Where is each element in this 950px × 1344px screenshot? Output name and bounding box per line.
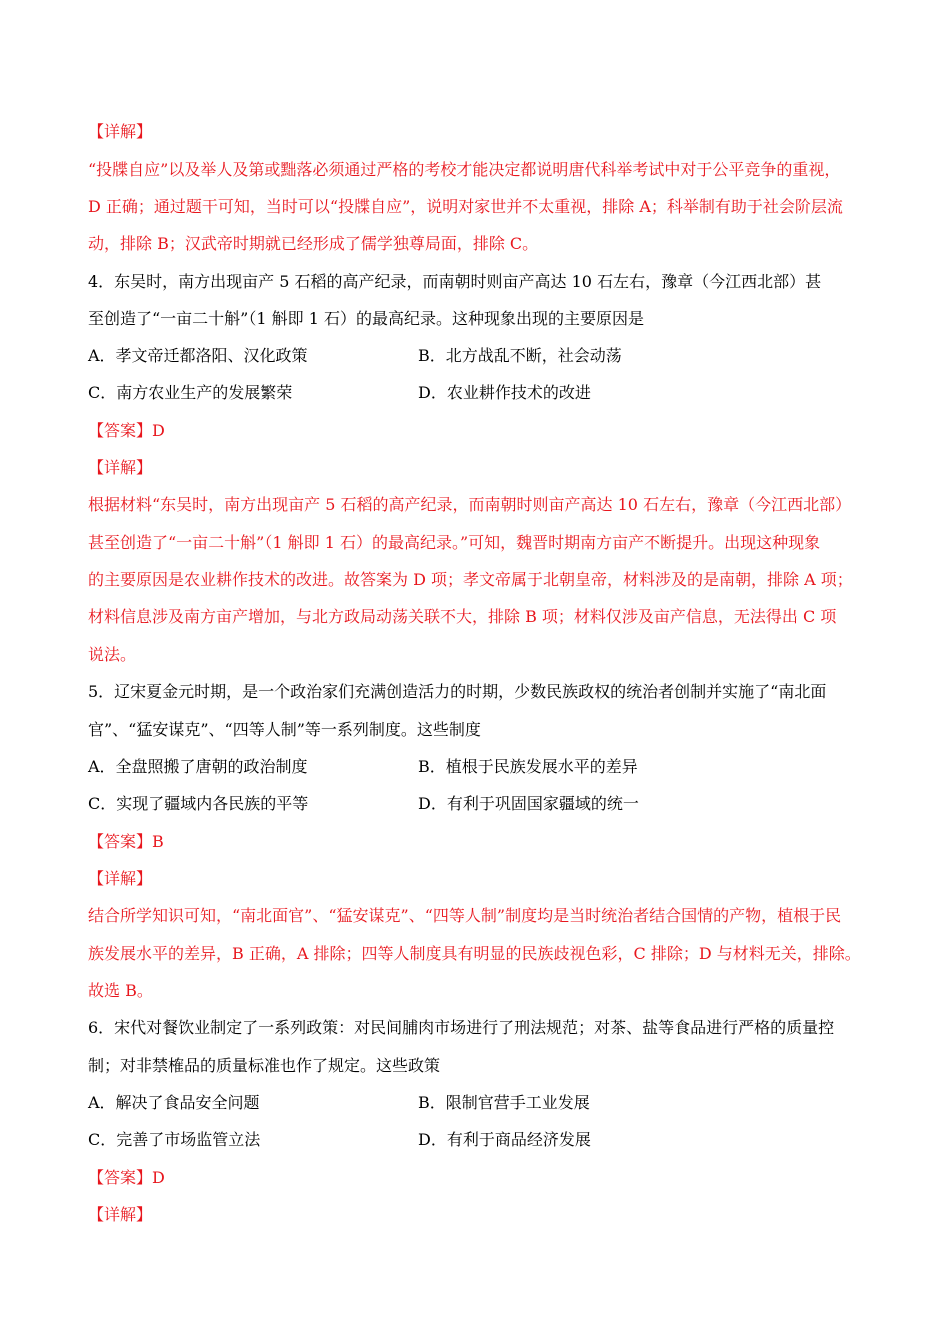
q6-detail-label: 【详解】 <box>88 1205 153 1224</box>
q4-option-a: A．孝文帝迁都洛阳、汉化政策 <box>88 346 308 365</box>
q5-stem-line-1: 5．辽宋夏金元时期，是一个政治家们充满创造活力的时期，少数民族政权的统治者创制并实施了“南北面 <box>88 682 827 701</box>
q3-explanation-line-1: “投牒自应”以及举人及第或黜落必须通过严格的考校才能决定都说明唐代科举考试中对于公平竞争的重视， <box>88 160 841 179</box>
q4-explanation-line-1: 根据材料“东吴时，南方出现亩产 5 石稻的高产纪录，而南朝时则亩产高达 10 石左右，豫章（今江西北部） <box>88 495 852 514</box>
q4-explanation-line-4: 材料信息涉及南方亩产增加，与北方政局动荡关联不大，排除 B 项；材料仅涉及亩产信息，无法得出 C 项 <box>88 607 837 626</box>
q6-option-b: B．限制官营手工业发展 <box>418 1093 590 1112</box>
q5-answer <box>88 832 164 852</box>
q6-option-a: A．解决了食品安全问题 <box>88 1093 260 1112</box>
q4-answer-label: 【答案】 <box>88 421 153 440</box>
q5-option-c: C．实现了疆域内各民族的平等 <box>88 794 309 813</box>
q5-explanation-line-1: 结合所学知识可知，“南北面官”、“猛安谋克”、“四等人制”制度均是当时统治者结合国情的产物，植根于民 <box>88 906 842 925</box>
q5-stem-line-2: 官”、“猛安谋克”、“四等人制”等一系列制度。这些制度 <box>88 720 481 739</box>
q5-answer-value: B <box>152 832 164 851</box>
q3-explanation-line-3: 动，排除 B；汉武帝时期就已经形成了儒学独尊局面，排除 C。 <box>88 234 539 253</box>
q6-answer-value: D <box>152 1168 165 1187</box>
q4-option-b: B．北方战乱不断，社会动荡 <box>418 346 622 365</box>
q4-explanation-line-5: 说法。 <box>88 645 137 664</box>
q6-option-d: D．有利于商品经济发展 <box>418 1130 591 1149</box>
q4-answer <box>88 421 165 441</box>
q5-explanation-line-2: 族发展水平的差异，B 正确，A 排除；四等人制度具有明显的民族歧视色彩，C 排除；D 与材料无关，排除。 <box>88 944 861 963</box>
q4-explanation-line-2: 甚至创造了“一亩二十斛”（1 斛即 1 石）的最高纪录。”可知，魏晋时期南方亩产不断提升。出现这种现象 <box>88 533 821 552</box>
q4-stem-line-1: 4．东吴时，南方出现亩产 5 石稻的高产纪录，而南朝时则亩产高达 10 石左右，豫章（今江西北部）甚 <box>88 272 822 291</box>
q3-explanation-line-2: D 正确；通过题干可知，当时可以“投牒自应”，说明对家世并不太重视，排除 A；科举制有助于社会阶层流 <box>88 197 843 216</box>
q3-detail-label: 【详解】 <box>88 122 153 141</box>
q6-stem-line-2: 制；对非禁榷品的质量标准也作了规定。这些政策 <box>88 1056 441 1075</box>
q5-option-d: D．有利于巩固国家疆域的统一 <box>418 794 639 813</box>
q4-detail-label: 【详解】 <box>88 458 153 477</box>
q6-option-c: C．完善了市场监管立法 <box>88 1130 261 1149</box>
q5-detail-label: 【详解】 <box>88 869 153 888</box>
q4-explanation-line-3: 的主要原因是农业耕作技术的改进。故答案为 D 项；孝文帝属于北朝皇帝，材料涉及的是南朝，排除 A 项； <box>88 570 853 589</box>
q5-option-b: B．植根于民族发展水平的差异 <box>418 757 638 776</box>
q4-stem-line-2: 至创造了“一亩二十斛”（1 斛即 1 石）的最高纪录。这种现象出现的主要原因是 <box>88 309 644 328</box>
q6-stem-line-1: 6．宋代对餐饮业制定了一系列政策：对民间脯肉市场进行了刑法规范；对茶、盐等食品进行严格的质量控 <box>88 1018 835 1037</box>
q6-answer-label: 【答案】 <box>88 1168 153 1187</box>
q4-answer-value: D <box>152 421 165 440</box>
q5-answer-label: 【答案】 <box>88 832 153 851</box>
q5-explanation-line-3: 故选 B。 <box>88 981 153 1000</box>
q6-answer <box>88 1168 165 1188</box>
q4-option-c: C．南方农业生产的发展繁荣 <box>88 383 293 402</box>
q4-option-d: D．农业耕作技术的改进 <box>418 383 591 402</box>
q5-option-a: A．全盘照搬了唐朝的政治制度 <box>88 757 308 776</box>
